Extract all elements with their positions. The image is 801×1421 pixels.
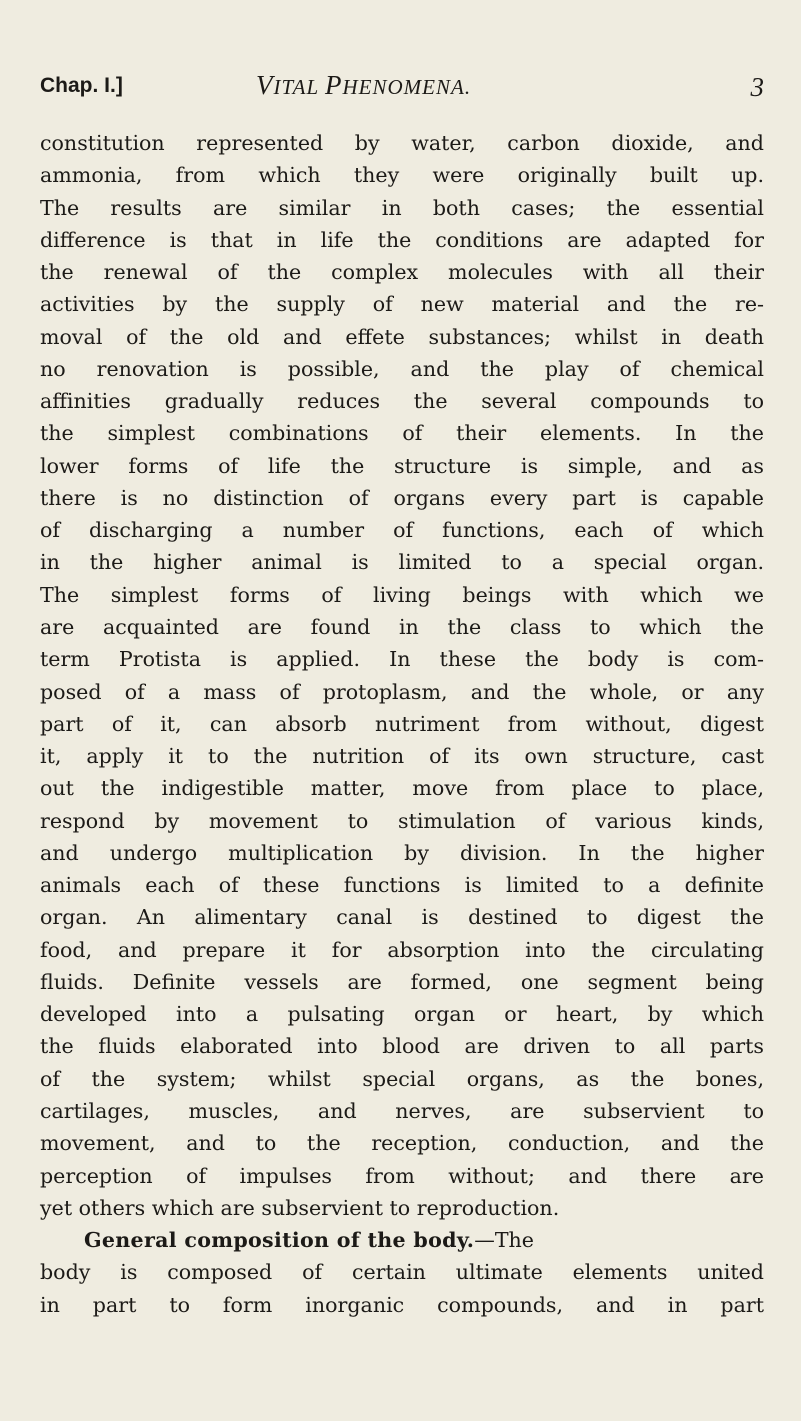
text-line: affinities gradually reduces the several compounds to (40, 389, 764, 414)
text-line: in part to form inorganic compounds, and in part (40, 1292, 764, 1317)
text-line: animals each of these functions is limited to a definite (40, 873, 764, 898)
running-title-rest-2: HENOMENA. (342, 75, 472, 99)
text-line: no renovation is possible, and the play of chemical (40, 356, 764, 381)
text-line: activities by the supply of new material and the re- (40, 292, 764, 317)
text-line: fluids. Definite vessels are formed, one segment being (40, 969, 764, 994)
body-text (40, 127, 764, 1321)
text-line: posed of a mass of protoplasm, and the whole, or any (40, 679, 764, 704)
text-line: food, and prepare it for absorption into the circulating (40, 937, 764, 962)
text-line: The results are similar in both cases; the essential (40, 195, 764, 220)
text-line: respond by movement to stimulation of various kinds, (40, 808, 764, 833)
text-line: movement, and to the reception, conduction, and the (40, 1131, 764, 1156)
text-line: body is composed of certain ultimate elements united (40, 1260, 764, 1285)
page-number: 3 (750, 72, 764, 102)
text-line: the simplest combinations of their elements. In the (40, 421, 764, 446)
running-title-cap-2: P (325, 70, 343, 100)
chapter-label: Chap. I.] (40, 74, 123, 97)
text-line: part of it, can absorb nutriment from without, digest (40, 711, 764, 736)
section-heading-line (40, 1224, 764, 1256)
running-title-cap-1: V (256, 70, 274, 100)
text-line: lower forms of life the structure is simple, and as (40, 453, 764, 478)
text-line: organ. An alimentary canal is destined to digest the (40, 905, 764, 930)
text-line: ammonia, from which they were originally built up. (40, 163, 764, 188)
running-head (40, 70, 764, 110)
section-heading-tail: —The (474, 1228, 534, 1253)
text-line: difference is that in life the conditions are adapted for (40, 227, 764, 252)
text-line: are acquainted are found in the class to which the (40, 614, 764, 639)
text-line: in the higher animal is limited to a special organ. (40, 550, 764, 575)
section-heading: General composition of the body. (84, 1228, 475, 1253)
text-line: of discharging a number of functions, each of which (40, 518, 764, 543)
text-line: moval of the old and effete substances; whilst in death (40, 324, 764, 349)
text-line: there is no distinction of organs every part is capable (40, 485, 764, 510)
running-title (256, 70, 471, 101)
text-line: the renewal of the complex molecules with all their (40, 260, 764, 285)
text-line: of the system; whilst special organs, as the bones, (40, 1066, 764, 1091)
text-line: developed into a pulsating organ or heart, by which (40, 1002, 764, 1027)
text-line: it, apply it to the nutrition of its own structure, cast (40, 744, 764, 769)
text-line: constitution represented by water, carbon dioxide, and (40, 131, 764, 155)
text-line: The simplest forms of living beings with which we (40, 582, 764, 607)
text-line: perception of impulses from without; and there are (40, 1163, 764, 1188)
text-line: the fluids elaborated into blood are driven to all parts (40, 1034, 764, 1059)
text-line: and undergo multiplication by division. In the higher (40, 840, 764, 865)
text-line: cartilages, muscles, and nerves, are subservient to (40, 1098, 764, 1123)
text-line: yet others which are subservient to reproduction. (40, 1195, 560, 1220)
running-title-rest-1: ITAL (273, 75, 325, 99)
text-line: out the indigestible matter, move from place to place, (40, 776, 764, 801)
text-line: term Protista is applied. In these the body is com- (40, 647, 764, 672)
